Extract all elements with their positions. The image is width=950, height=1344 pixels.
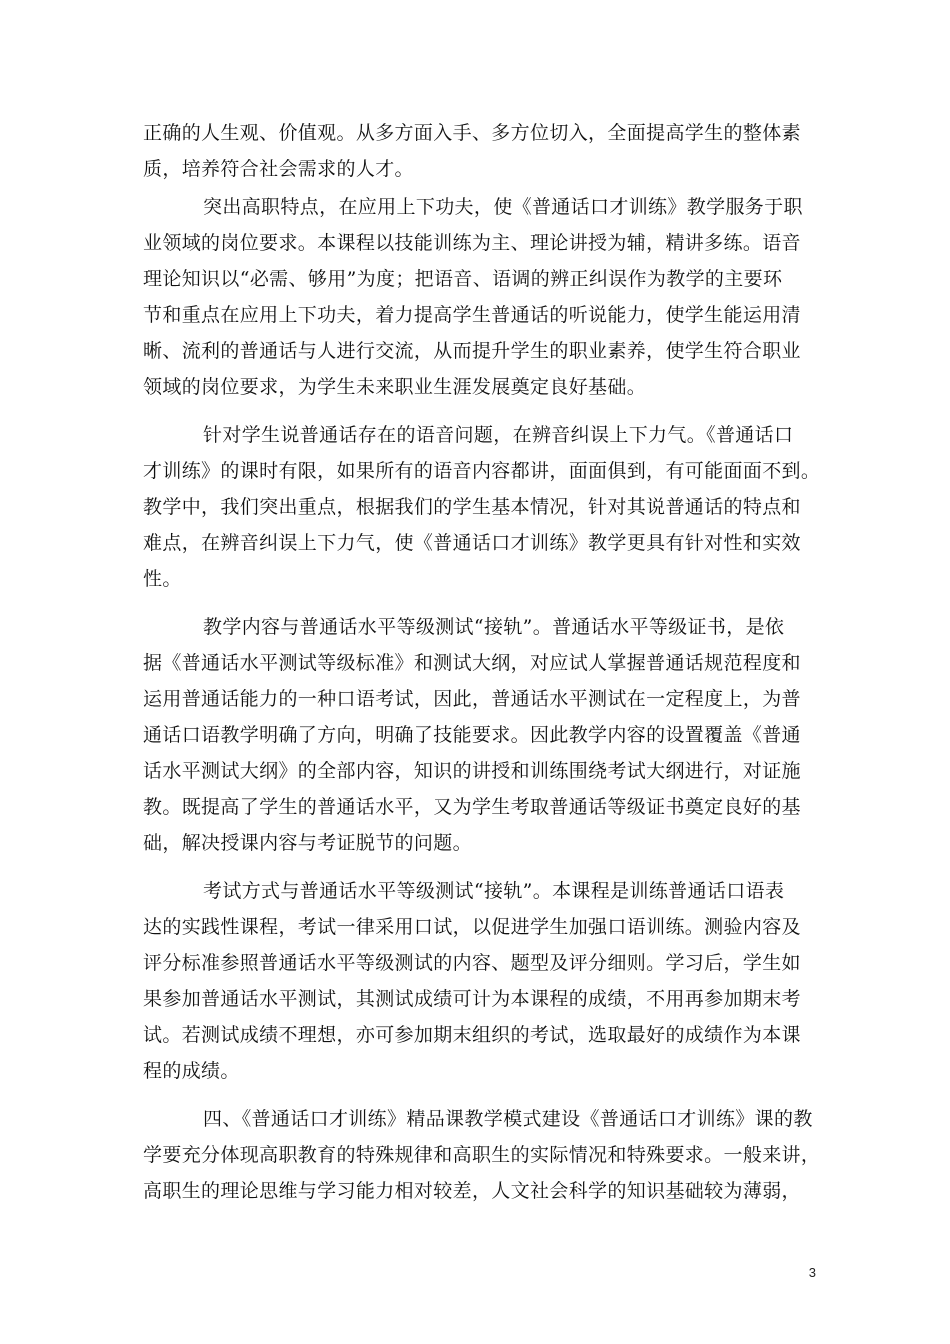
text-line: 正确的人生观、价值观。从多方面入手、多方位切入，全面提高学生的整体素	[143, 122, 801, 144]
text-line: 难点，在辨音纠误上下力气，使《普通话口才训练》教学更具有针对性和实效	[143, 532, 801, 554]
text-line: 教学中，我们突出重点，根据我们的学生基本情况，针对其说普通话的特点和	[143, 496, 801, 518]
text-line: 学要充分体现高职教育的特殊规律和高职生的实际情况和特殊要求。一般来讲，	[143, 1144, 821, 1166]
text-line: 质，培养符合社会需求的人才。	[143, 158, 414, 180]
text-line: 评分标准参照普通话水平等级测试的内容、题型及评分细则。学习后，学生如	[143, 952, 801, 974]
text-line: 通话口语教学明确了方向，明确了技能要求。因此教学内容的设置覆盖《普通	[143, 724, 801, 746]
text-line: 领域的岗位要求，为学生未来职业生涯发展奠定良好基础。	[143, 376, 647, 398]
text-line: 础，解决授课内容与考证脱节的问题。	[143, 832, 472, 854]
text-line: 据《普通话水平测试等级标准》和测试大纲，对应试人掌握普通话规范程度和	[143, 652, 801, 674]
text-line: 教。既提高了学生的普通话水平，又为学生考取普通话等级证书奠定良好的基	[143, 796, 801, 818]
text-line: 晰、流利的普通话与人进行交流，从而提升学生的职业素养，使学生符合职业	[143, 340, 801, 362]
text-line: 突出高职特点，在应用上下功夫，使《普通话口才训练》教学服务于职	[203, 196, 803, 218]
text-line: 达的实践性课程，考试一律采用口试，以促进学生加强口语训练。测验内容及	[143, 916, 801, 938]
text-line: 才训练》的课时有限，如果所有的语音内容都讲，面面俱到，有可能面面不到。	[143, 460, 821, 482]
text-line: 果参加普通话水平测试，其测试成绩可计为本课程的成绩，不用再参加期末考	[143, 988, 801, 1010]
text-line: 程的成绩。	[143, 1060, 240, 1082]
page-number: 3	[808, 1265, 816, 1280]
text-line: 运用普通话能力的一种口语考试，因此，普通话水平测试在一定程度上，为普	[143, 688, 801, 710]
text-line: 话水平测试大纲》的全部内容，知识的讲授和训练围绕考试大纲进行，对证施	[143, 760, 801, 782]
text-line: 性。	[143, 568, 182, 590]
text-line: 高职生的理论思维与学习能力相对较差，人文社会科学的知识基础较为薄弱，	[143, 1180, 801, 1202]
text-line: 试。若测试成绩不理想，亦可参加期末组织的考试，选取最好的成绩作为本课	[143, 1024, 801, 1046]
text-line: 教学内容与普通话水平等级测试“接轨”。普通话水平等级证书，是依	[203, 616, 785, 638]
text-line: 四、《普通话口才训练》精品课教学模式建设《普通话口才训练》课的教	[203, 1108, 813, 1130]
text-line: 业领域的岗位要求。本课程以技能训练为主、理论讲授为辅，精讲多练。语音	[143, 232, 801, 254]
text-line: 理论知识以“必需、够用”为度；把语音、语调的辨正纠误作为教学的主要环	[143, 268, 783, 290]
text-line: 针对学生说普通话存在的语音问题，在辨音纠误上下力气。《普通话口	[203, 424, 794, 446]
text-line: 考试方式与普通话水平等级测试“接轨”。本课程是训练普通话口语表	[203, 880, 785, 902]
text-line: 节和重点在应用上下功夫，着力提高学生普通话的听说能力，使学生能运用清	[143, 304, 801, 326]
